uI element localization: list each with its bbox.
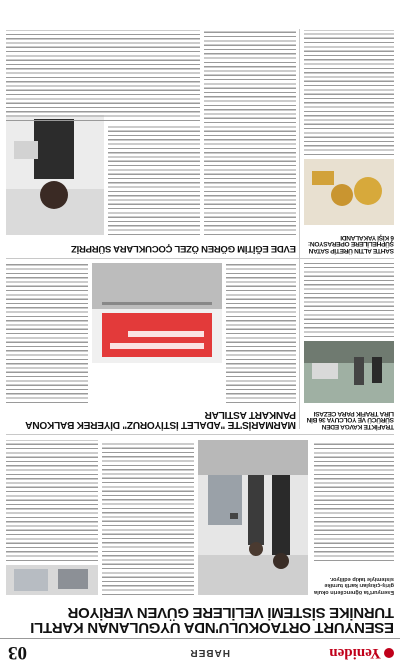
main-story-photo	[198, 440, 308, 595]
balcony-banner-photo	[92, 263, 222, 403]
marmaris-story-headline: MARMARİS'TE "ADALET İSTİYORUZ" DİYEREK BALKONA PANKART ASTILAR	[25, 408, 296, 430]
evde-story-body-2	[108, 125, 200, 235]
gold-jewelry-photo	[304, 159, 394, 225]
evde-story-body	[204, 30, 296, 235]
turnstile-photo	[6, 565, 98, 595]
marmaris-story	[6, 408, 296, 429]
traffic-story-headline: TRAFİKTE KAVGA EDEN SÜRÜCÜ VE YOLCUYA 36 BİN LİRA TRAFİK PARA CEZASI	[306, 409, 394, 430]
main-story-body-3	[6, 440, 98, 561]
evde-story-photo	[6, 115, 104, 235]
sahte-story-headline: SAHTE ALTIN ÜRETİP SATAN ŞÜPHELİLERE OPERASYON: 6 KİŞİ YAKALANDI	[308, 233, 394, 254]
main-story	[6, 604, 394, 635]
evde-story-body-3	[6, 30, 200, 121]
newspaper-logo	[329, 644, 394, 661]
child-with-gift-photo	[6, 115, 104, 235]
street-fight-photo	[304, 341, 394, 403]
divider	[6, 434, 394, 435]
column-divider	[299, 29, 300, 429]
evde-story-headline: EVDE EĞİTİM GÖREN ÖZEL ÇOCUKLARA SÜRPRİZ	[71, 243, 296, 254]
section-label: HABER	[189, 647, 230, 658]
main-story-lede: Esenyurt'ta öğrencilerin okula giriş-çıkışları kartlı turnike sistemiyle takip ediliyor.	[314, 575, 394, 595]
evde-story	[6, 243, 296, 253]
masthead	[0, 638, 400, 665]
sahte-story	[304, 233, 394, 253]
traffic-story-photo	[304, 341, 394, 403]
logo-text: Yeniden	[329, 645, 381, 661]
marmaris-story-body-2	[6, 263, 88, 403]
sahte-story-photo	[304, 159, 394, 225]
page-number: 03	[8, 642, 27, 663]
traffic-story	[304, 409, 394, 429]
main-story-body	[314, 441, 394, 561]
students-turnstile-photo	[198, 440, 308, 595]
main-story-inset-photo	[6, 565, 98, 595]
marmaris-story-photo	[92, 263, 222, 403]
divider	[6, 258, 394, 259]
traffic-story-body	[304, 263, 394, 337]
logo-mark-icon	[384, 648, 394, 658]
sahte-story-body	[304, 30, 394, 155]
main-story-body-2	[102, 440, 194, 595]
marmaris-story-body	[226, 263, 296, 403]
main-story-headline: ESENYURT ORTAOKULU'NDA UYGULANAN KARTLI TURNİKE SİSTEMİ VELİLERE GÜVEN VERİYOR	[30, 603, 394, 636]
